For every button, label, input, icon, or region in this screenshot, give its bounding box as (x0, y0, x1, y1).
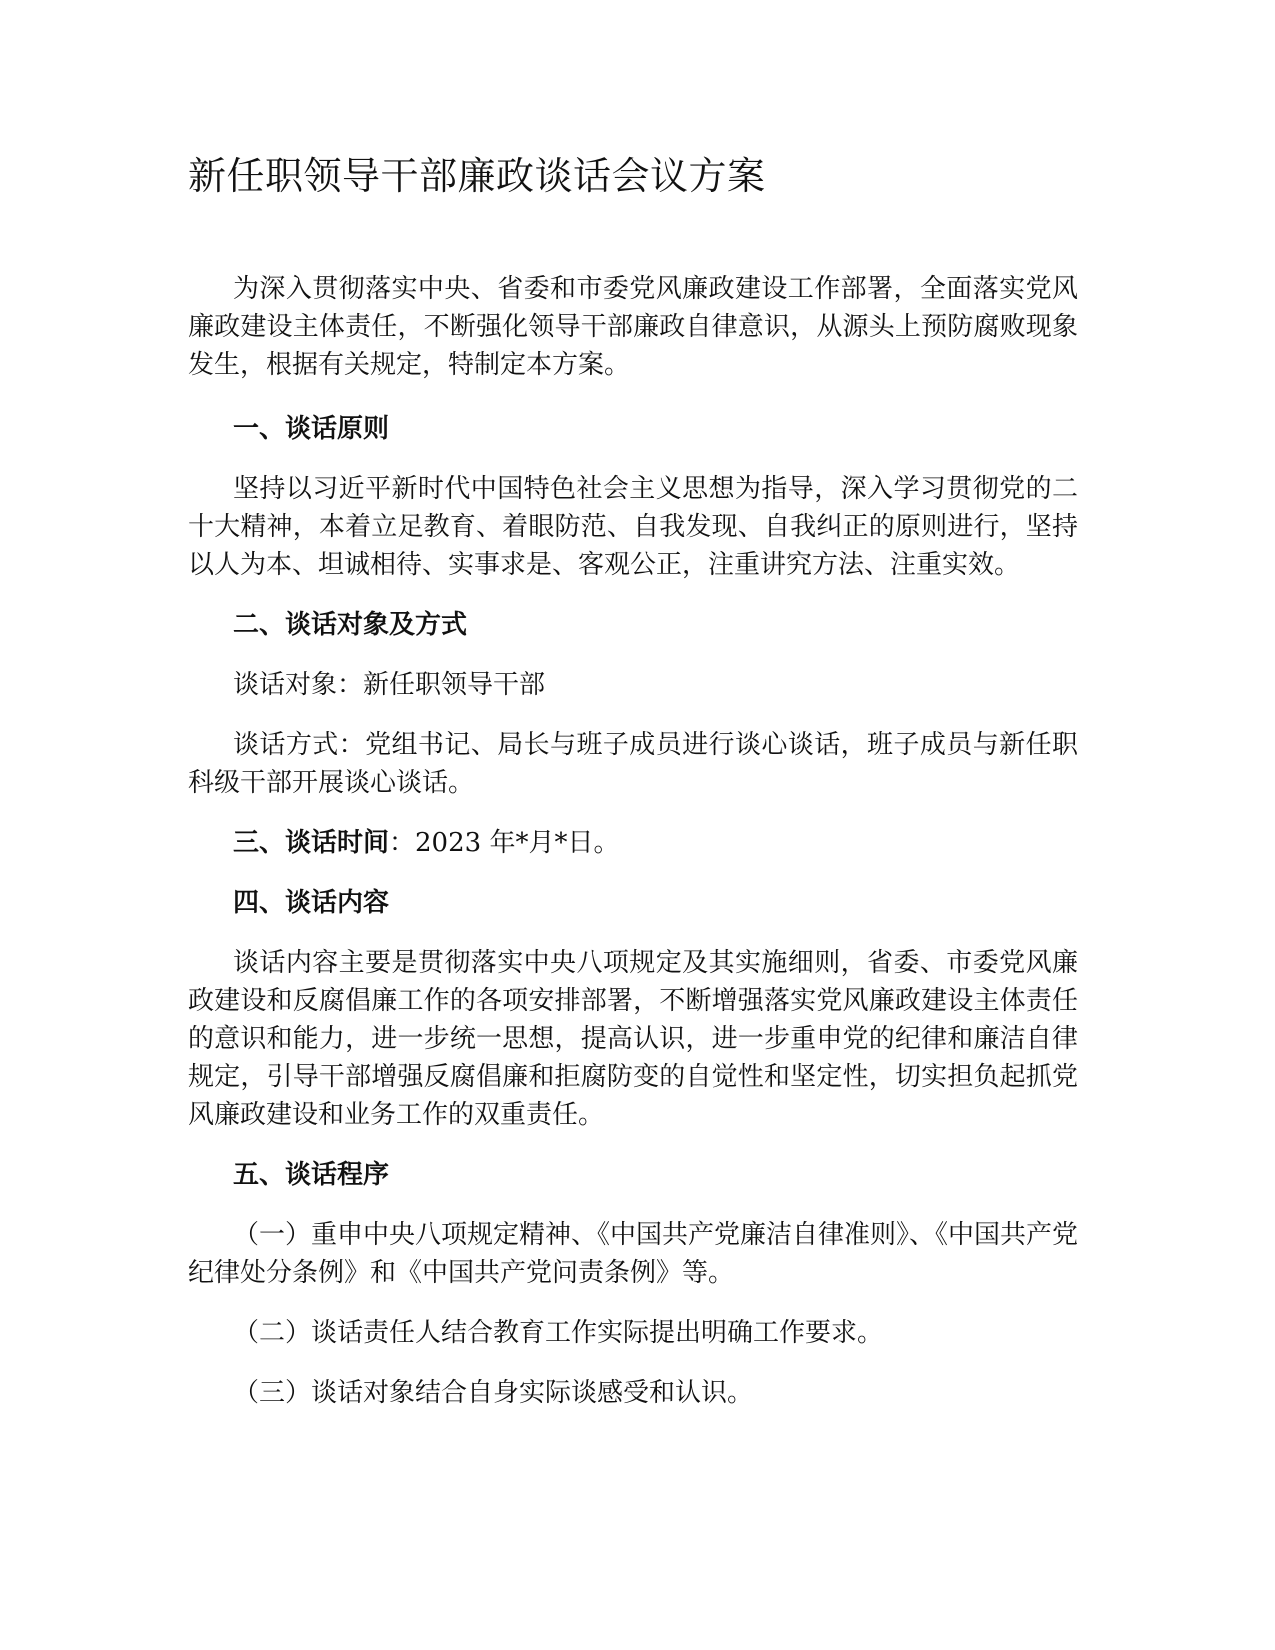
section-5-step-3: （三）谈话对象结合自身实际谈感受和认识。 (233, 1378, 754, 1408)
section-3-time: ：2023 年*月*日。 (389, 828, 620, 858)
section-5-step-2: （二）谈话责任人结合教育工作实际提出明确工作要求。 (233, 1318, 884, 1348)
document-title: 新任职领导干部廉政谈话会议方案 (188, 154, 766, 198)
document-body (188, 270, 1078, 1434)
intro-paragraph: 为深入贯彻落实中央、省委和市委党风廉政建设工作部署，全面落实党风廉政建设主体责任，不断强化领导干部廉政自律意识，从源头上预防腐败现象发生，根据有关规定，特制定本方案。 (188, 274, 1078, 380)
section-5-heading: 五、谈话程序 (233, 1160, 390, 1190)
section-2-heading: 二、谈话对象及方式 (233, 610, 468, 640)
section-1-heading: 一、谈话原则 (233, 414, 390, 444)
section-2-method: 谈话方式：党组书记、局长与班子成员进行谈心谈话，班子成员与新任职科级干部开展谈心谈话。 (188, 730, 1078, 798)
section-3-heading: 三、谈话时间 (233, 828, 390, 858)
section-1-body: 坚持以习近平新时代中国特色社会主义思想为指导，深入学习贯彻党的二十大精神，本着立足教育、着眼防范、自我发现、自我纠正的原则进行，坚持以人为本、坦诚相待、实事求是、客观公正，注重讲究方法、注重实效。 (188, 474, 1078, 580)
section-5-step-1: （一）重申中央八项规定精神、《中国共产党廉洁自律准则》、《中国共产党纪律处分条例》和《中国共产党问责条例》等。 (188, 1220, 1079, 1288)
section-3-line (188, 824, 1078, 862)
section-4-heading: 四、谈话内容 (233, 888, 390, 918)
section-4-body: 谈话内容主要是贯彻落实中央八项规定及其实施细则，省委、市委党风廉政建设和反腐倡廉工作的各项安排部署，不断增强落实党风廉政建设主体责任的意识和能力，进一步统一思想，提高认识，进一步重申党的纪律和廉洁自律规定，引导干部增强反腐倡廉和拒腐防变的自觉性和坚定性，切实担负起抓党风廉政建设和业务工作的双重责任。 (188, 948, 1078, 1130)
section-2-target: 谈话对象：新任职领导干部 (233, 670, 546, 700)
